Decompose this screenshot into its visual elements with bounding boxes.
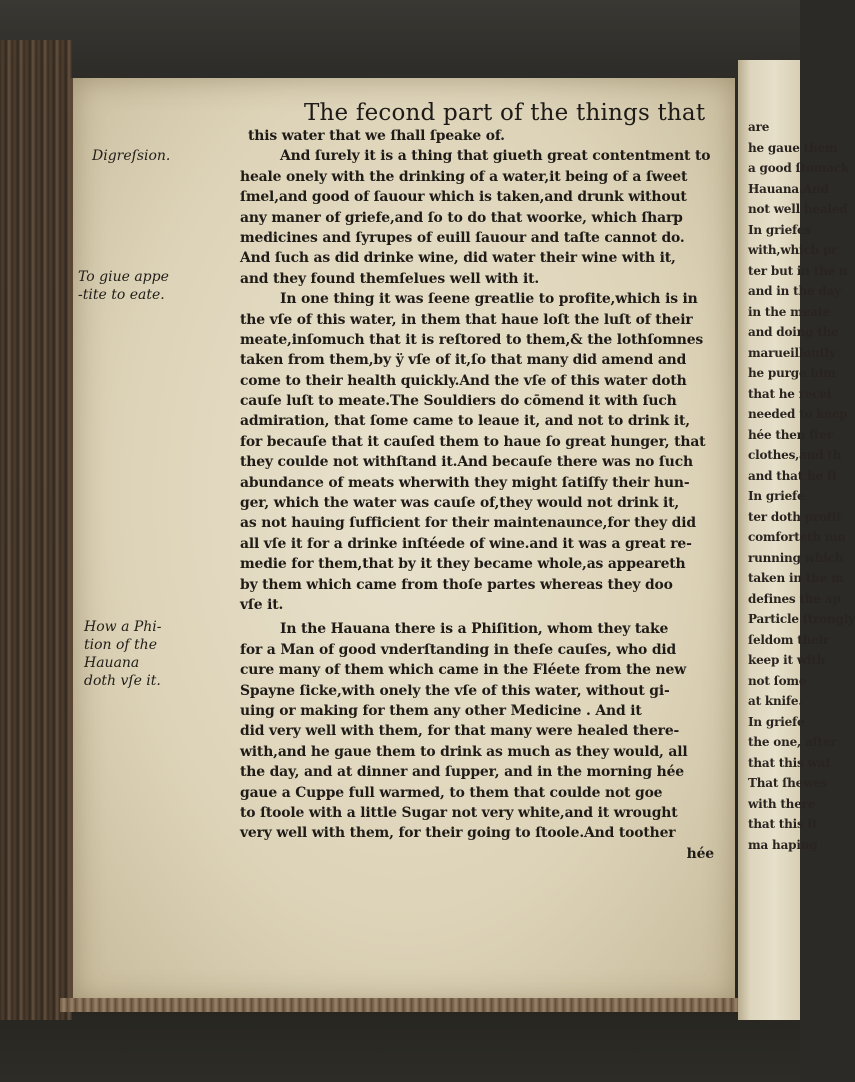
- text-line: medicines and ſyrupes of euill ſauour and taſte cannot do.: [240, 229, 685, 246]
- book-binding: [0, 40, 72, 1020]
- facing-page-snippet: and doing the: [748, 325, 839, 339]
- page-title: The fecond part of the things that: [304, 100, 706, 126]
- text-line: gaue a Cuppe full warmed, to them that coulde not goe: [240, 784, 663, 801]
- text-line: for a Man of good vnderſtanding in theſe cauſes, who did: [240, 641, 677, 658]
- facing-page-snippet: In griefes: [748, 222, 811, 237]
- facing-page-snippet: clothes,and th: [748, 448, 842, 462]
- margin-note-line: To giue appe: [78, 269, 169, 285]
- facing-page-snippet: are: [748, 120, 770, 134]
- text-line: and they found themſelues well with it.: [240, 270, 540, 287]
- text-line: And ſuch as did drinke wine, did water their wine with it,: [240, 250, 676, 267]
- text-line: the vſe of this water, in them that haue loſt the luſt of their: [240, 311, 693, 328]
- paragraph-3: [240, 619, 720, 864]
- facing-page-snippet: keep it with: [748, 653, 826, 667]
- facing-page-snippet: ter but in the n: [748, 263, 848, 278]
- body-text: [240, 126, 720, 864]
- text-line: very well with them, for their going to ſtoole.And toother: [240, 825, 676, 842]
- paragraph-1: [240, 126, 720, 289]
- facing-page-snippet: ſeldom their: [748, 632, 830, 647]
- facing-page-snippet: that he recei: [748, 386, 832, 401]
- text-line: as not hauing ſufficient for their maintenaunce,for they did: [240, 515, 696, 532]
- facing-page-snippet: the one, after: [748, 735, 837, 749]
- facing-page: [738, 60, 855, 1020]
- text-line: with,and he gaue them to drink as much as they would, all: [240, 743, 688, 760]
- margin-note-line: -tite to eate.: [78, 287, 165, 303]
- text-line: meate,inſomuch that it is reſtored to them,& the lothſomnes: [240, 331, 704, 348]
- text-line: the day, and at dinner and ſupper, and in the morning hée: [240, 764, 684, 781]
- facing-page-snippet: defines the ap: [748, 591, 841, 606]
- text-line: to ſtoole with a little Sugar not very white,and it wrought: [240, 804, 678, 821]
- catchword: hée: [686, 845, 714, 862]
- facing-page-snippet: at knife.: [748, 694, 803, 708]
- facing-page-snippet: with,which pr: [748, 243, 838, 257]
- facing-page-snippet: Particle ſtrongly: [748, 612, 855, 626]
- text-line: Spayne ſicke,with onely the vſe of this water, without gi-: [240, 682, 670, 699]
- margin-note-line: Hauana: [84, 655, 140, 671]
- facing-page-snippet: running which: [748, 550, 844, 565]
- facing-page-snippet: with there: [748, 796, 816, 811]
- text-line: medie for them,that by it they became whole,as appeareth: [240, 556, 686, 573]
- text-line: In one thing it was ſeene greatlie to profite,which is in: [280, 291, 698, 308]
- text-line: come to their health quickly.And the vſe of this water doth: [240, 372, 687, 389]
- facing-page-snippet: not ſome: [748, 673, 807, 688]
- margin-note-line: Digreſsion.: [92, 148, 171, 164]
- margin-note-to-give-appetite: [78, 268, 169, 304]
- text-line: uing or making for them any other Medicine . And it: [240, 702, 642, 719]
- facing-page-snippet: that this wat: [748, 755, 831, 770]
- margin-note-line: How a Phi-: [84, 619, 162, 635]
- facing-page-snippet: a good ſtomack: [748, 161, 849, 175]
- facing-page-snippet: That ſhewes: [748, 776, 828, 790]
- text-line: admiration, that ſome came to leaue it, and not to drink it,: [240, 413, 690, 430]
- facing-page-snippet: and in the day: [748, 284, 841, 298]
- text-line: cauſe luſt to meate.The Souldiers do cōmend it with ſuch: [240, 393, 677, 410]
- facing-page-snippet: In griefe: [748, 489, 805, 503]
- text-line: vſe it.: [240, 596, 284, 613]
- facing-page-snippet: In griefe: [748, 714, 805, 729]
- facing-page-snippet: he purge him: [748, 366, 836, 380]
- text-line: cure many of them which came in the Fléete from the new: [240, 662, 687, 679]
- facing-page-snippet: ma haping: [748, 837, 818, 852]
- text-line: all vſe it for a drinke inſtéede of wine.and it was a great re-: [240, 535, 692, 552]
- facing-page-snippet: comforteth mo: [748, 530, 846, 544]
- margin-note-how-physician: [84, 618, 162, 690]
- margin-note-line: tion of the: [84, 637, 157, 653]
- text-line: this water that we ſhall ſpeake of.: [248, 128, 505, 144]
- text-line: did very well with them, for that many were healed there-: [240, 723, 680, 740]
- text-line: for becauſe that it cauſed them to haue ſo great hunger, that: [240, 433, 706, 450]
- facing-page-snippet: hée then ſter: [748, 427, 834, 442]
- text-line: heale onely with the drinking of a water,it being of a ſweet: [240, 168, 688, 185]
- text-line: by them which came from thoſe partes whereas they doo: [240, 576, 673, 593]
- facing-page-snippet: marueillouſly: [748, 345, 836, 360]
- facing-page-snippet: and that he ſt: [748, 468, 838, 483]
- paragraph-2: [240, 289, 720, 615]
- facing-page-snippet: not well healed: [748, 202, 848, 216]
- text-line: any maner of griefe,and ſo to do that woorke, which ſharp: [240, 209, 683, 226]
- facing-page-snippet: that this it: [748, 817, 818, 831]
- margin-note-digression: [92, 147, 170, 165]
- text-line: And ſurely it is a thing that giueth great contentment to: [280, 148, 711, 165]
- facing-page-snippet: ter doth profit: [748, 509, 842, 524]
- facing-page-snippet: in the meate: [748, 304, 831, 319]
- facing-page-snippet: needed to keep: [748, 407, 848, 421]
- facing-page-snippet: Hauana.And: [748, 181, 829, 196]
- facing-page-snippet: taken in the m: [748, 571, 844, 585]
- text-line: ger, which the water was cauſe of,they would not drink it,: [240, 495, 680, 512]
- text-line: ſmel,and good of ſauour which is taken,and drunk without: [240, 189, 687, 206]
- page-edge: [60, 998, 740, 1012]
- margin-note-line: doth vſe it.: [84, 673, 161, 689]
- text-line: abundance of meats wherwith they might ſatiſfy their hun-: [240, 474, 690, 491]
- text-line: they coulde not withſtand it.And becauſe there was no ſuch: [240, 454, 693, 471]
- text-line: In the Hauana there is a Phiſition, whom they take: [280, 621, 669, 638]
- text-line: taken from them,by ÿ vſe of it,ſo that many did amend and: [240, 352, 687, 369]
- facing-page-snippet: he gaue them: [748, 140, 838, 155]
